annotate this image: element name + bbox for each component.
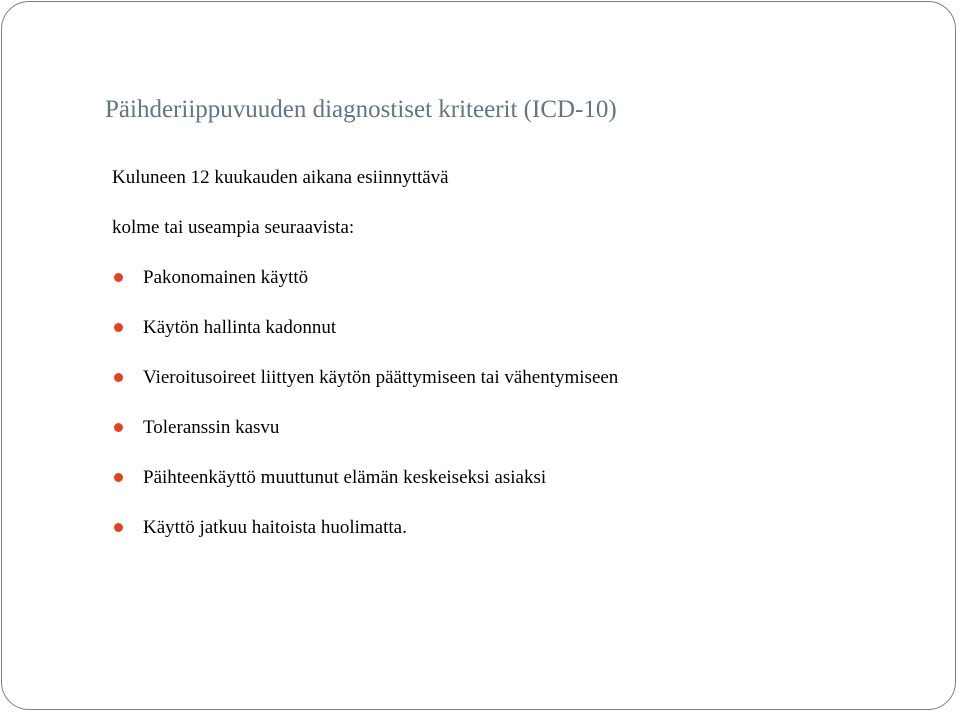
list-item — [112, 512, 618, 562]
bullet-dot-icon — [114, 273, 123, 282]
bullet-dot-icon — [114, 473, 123, 482]
bullet-dot-icon — [114, 423, 123, 432]
bullet-dot-icon — [114, 323, 123, 332]
bullet-dot-icon — [114, 523, 123, 532]
list-item — [112, 262, 618, 312]
list-item-text: Käytön hallinta kadonnut — [143, 317, 337, 338]
intro-line-2: kolme tai useampia seuraavista: — [112, 217, 355, 238]
list-item-text: Pakonomainen käyttö — [143, 267, 309, 288]
list-item — [112, 412, 618, 462]
list-item-text: Toleranssin kasvu — [143, 417, 280, 438]
slide — [1, 1, 956, 710]
bullet-dot-icon — [114, 373, 123, 382]
list-item — [112, 312, 618, 362]
intro-line-1: Kuluneen 12 kuukauden aikana esiinnyttävä — [112, 167, 449, 188]
criteria-list — [112, 262, 618, 562]
list-item-text: Käyttö jatkuu haitoista huolimatta. — [143, 517, 407, 538]
list-item-text: Päihteenkäyttö muuttunut elämän keskeiseksi asiaksi — [143, 467, 547, 488]
list-item — [112, 462, 618, 512]
slide-title: Päihderiippuvuuden diagnostiset kriteerit (ICD-10) — [105, 96, 617, 123]
list-item-text: Vieroitusoireet liittyen käytön päättymiseen tai vähentymiseen — [143, 367, 619, 388]
list-item — [112, 362, 618, 412]
